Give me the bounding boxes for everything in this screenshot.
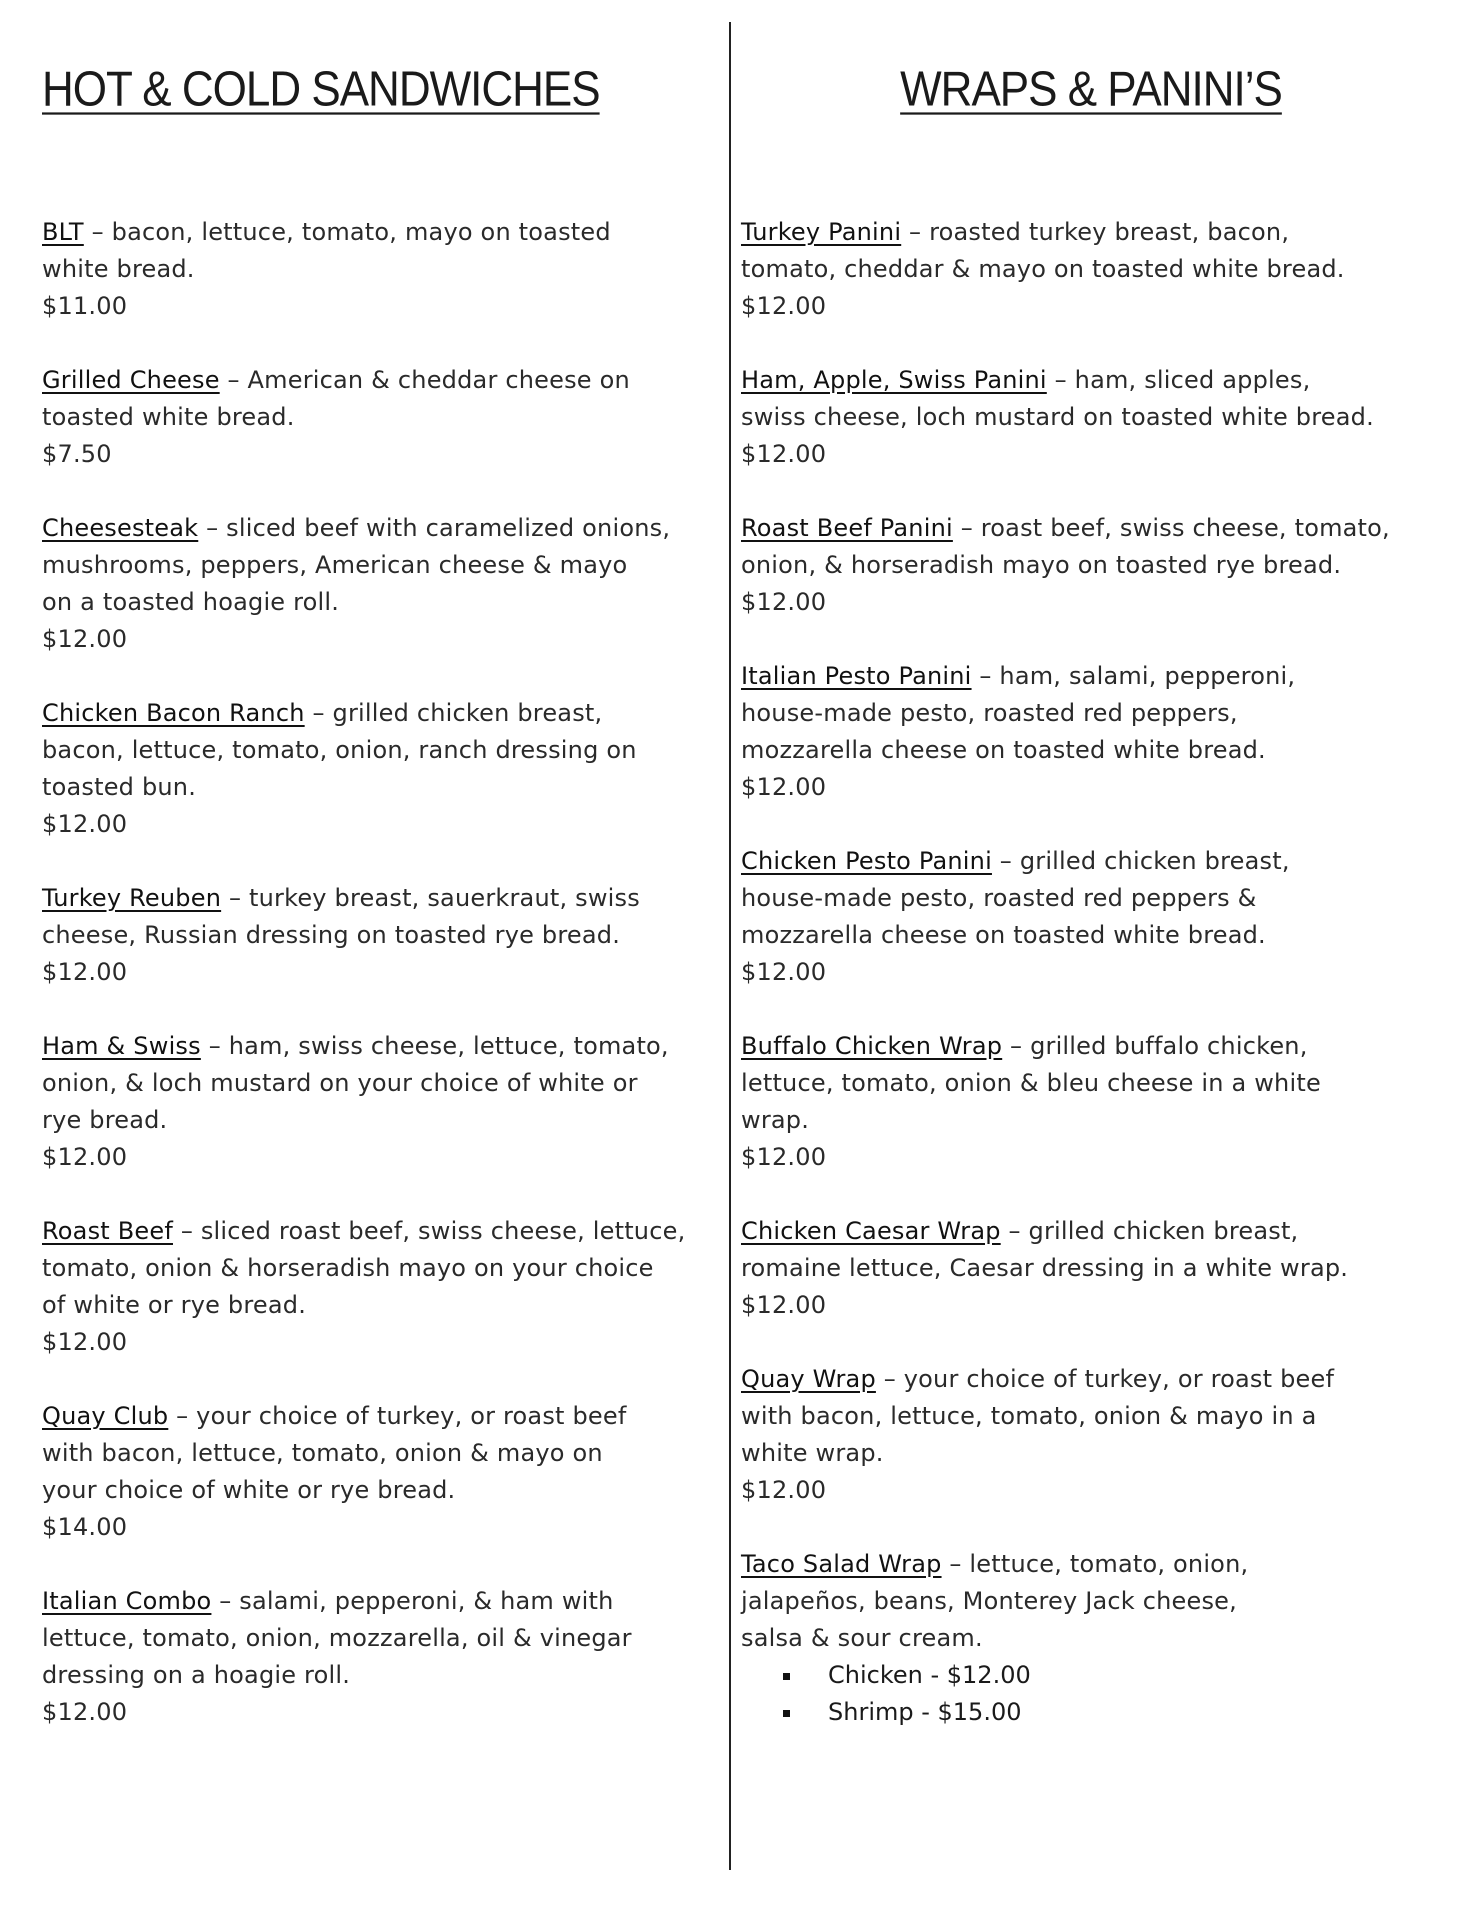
description-line [741, 695, 1441, 732]
description-line [42, 362, 722, 399]
description-line [42, 1435, 722, 1472]
menu-item [741, 1028, 1441, 1176]
item-description: ham, swiss cheese, lettuce, tomato, [228, 1032, 669, 1060]
description-line [42, 510, 722, 547]
item-name: Buffalo Chicken Wrap [741, 1032, 1003, 1060]
item-description: mozzarella cheese on toasted white bread. [741, 736, 1266, 764]
item-description: toasted white bread. [42, 403, 295, 431]
item-name: Chicken Pesto Panini [741, 847, 992, 875]
dash-separator: – [1002, 1032, 1031, 1060]
description-line [741, 547, 1441, 584]
dash-separator: – [168, 1402, 197, 1430]
description-line [741, 658, 1441, 695]
item-description: bacon, lettuce, tomato, onion, ranch dressing on [42, 736, 637, 764]
menu-item [42, 214, 722, 325]
description-line [42, 732, 722, 769]
description-line [42, 1583, 722, 1620]
item-price: $12.00 [42, 810, 128, 838]
item-description: roasted turkey breast, bacon, [929, 218, 1290, 246]
description-line [42, 1287, 722, 1324]
description-line [42, 1213, 722, 1250]
item-name: Cheesesteak [42, 514, 199, 542]
item-description: toasted bun. [42, 773, 197, 801]
description-line [741, 1398, 1441, 1435]
wraps-panini-list [741, 214, 1441, 1731]
description-line [741, 732, 1441, 769]
dash-separator: – [172, 1217, 201, 1245]
item-description: wrap. [741, 1106, 810, 1134]
menu-item [741, 1361, 1441, 1509]
description-line [42, 1065, 722, 1102]
description-line [42, 1398, 722, 1435]
item-name: Taco Salad Wrap [741, 1550, 942, 1578]
column-divider [729, 22, 731, 1870]
item-price: $14.00 [42, 1513, 128, 1541]
description-line [741, 214, 1441, 251]
description-line [42, 1250, 722, 1287]
description-line [42, 251, 722, 288]
item-description: with bacon, lettuce, tomato, onion & mayo in a [741, 1402, 1317, 1430]
item-name: Turkey Reuben [42, 884, 222, 912]
item-description: your choice of turkey, or roast beef [903, 1365, 1335, 1393]
item-description: tomato, cheddar & mayo on toasted white bread. [741, 255, 1345, 283]
description-line [741, 1102, 1441, 1139]
item-name: Grilled Cheese [42, 366, 220, 394]
item-description: ham, sliced apples, [1074, 366, 1311, 394]
option-label: Shrimp - $15.00 [828, 1698, 1022, 1726]
item-description: grilled chicken breast, [1019, 847, 1290, 875]
description-line [741, 251, 1441, 288]
item-description: lettuce, tomato, onion, mozzarella, oil & vinegar [42, 1624, 632, 1652]
item-description: salami, pepperoni, & ham with [239, 1587, 614, 1615]
item-description: grilled chicken breast, [332, 699, 603, 727]
dash-separator: – [901, 218, 930, 246]
bullet-icon [783, 1673, 790, 1680]
dash-separator: – [198, 514, 227, 542]
item-price: $12.00 [741, 1476, 827, 1504]
item-name: Roast Beef [42, 1217, 173, 1245]
wraps-panini-column [741, 60, 1441, 1768]
description-line [42, 1102, 722, 1139]
description-line [42, 769, 722, 806]
sandwiches-list [42, 214, 722, 1731]
item-description: turkey breast, sauerkraut, swiss [248, 884, 640, 912]
dash-separator: – [952, 514, 981, 542]
description-line [741, 1250, 1441, 1287]
item-price: $12.00 [42, 958, 128, 986]
menu-item [42, 1213, 722, 1361]
description-line [42, 584, 722, 621]
description-line [42, 399, 722, 436]
description-line [42, 1620, 722, 1657]
dash-separator: – [211, 1587, 240, 1615]
item-description: sliced roast beef, swiss cheese, lettuce, [200, 1217, 686, 1245]
item-price: $12.00 [42, 625, 128, 653]
item-price: $12.00 [741, 440, 827, 468]
item-description: salsa & sour cream. [741, 1624, 983, 1652]
description-line [42, 1028, 722, 1065]
item-price: $12.00 [741, 1291, 827, 1319]
description-line [42, 547, 722, 584]
item-price: $12.00 [741, 292, 827, 320]
item-description: on a toasted hoagie roll. [42, 588, 340, 616]
item-price: $12.00 [42, 1143, 128, 1171]
description-line [42, 880, 722, 917]
item-price: $12.00 [741, 1143, 827, 1171]
item-name: BLT [42, 218, 84, 246]
item-description: romaine lettuce, Caesar dressing in a white wrap. [741, 1254, 1349, 1282]
menu-item [42, 1028, 722, 1176]
description-line [741, 510, 1441, 547]
menu-item [741, 214, 1441, 325]
item-description: sliced beef with caramelized onions, [226, 514, 671, 542]
item-name: Turkey Panini [741, 218, 902, 246]
item-price: $12.00 [42, 1328, 128, 1356]
price-options [741, 1657, 1441, 1731]
item-name: Ham & Swiss [42, 1032, 201, 1060]
dash-separator: – [304, 699, 333, 727]
dash-separator: – [200, 1032, 229, 1060]
item-description: onion, & loch mustard on your choice of white or [42, 1069, 638, 1097]
dash-separator: – [971, 662, 1000, 690]
description-line [42, 695, 722, 732]
item-description: grilled chicken breast, [1028, 1217, 1299, 1245]
menu-item [42, 362, 722, 473]
description-line [741, 1028, 1441, 1065]
item-description: cheese, Russian dressing on toasted rye bread. [42, 921, 621, 949]
price-option [783, 1657, 1441, 1694]
item-description: mozzarella cheese on toasted white bread. [741, 921, 1266, 949]
dash-separator: – [941, 1550, 970, 1578]
item-description: mushrooms, peppers, American cheese & mayo [42, 551, 628, 579]
menu-item [741, 510, 1441, 621]
section-heading-wraps-panini: WRAPS & PANINI’S [900, 62, 1282, 117]
description-line [741, 1583, 1441, 1620]
item-description: your choice of turkey, or roast beef [196, 1402, 627, 1430]
description-line [741, 1435, 1441, 1472]
item-price: $11.00 [42, 292, 128, 320]
description-line [42, 917, 722, 954]
description-line [741, 399, 1441, 436]
menu-item [42, 695, 722, 843]
item-price: $12.00 [42, 1698, 128, 1726]
item-name: Quay Club [42, 1402, 169, 1430]
item-description: your choice of white or rye bread. [42, 1476, 456, 1504]
item-description: bacon, lettuce, tomato, mayo on toasted [111, 218, 611, 246]
item-description: grilled buffalo chicken, [1030, 1032, 1308, 1060]
item-name: Quay Wrap [741, 1365, 876, 1393]
item-description: of white or rye bread. [42, 1291, 307, 1319]
description-line [741, 1361, 1441, 1398]
item-description: with bacon, lettuce, tomato, onion & mayo on [42, 1439, 603, 1467]
description-line [42, 1657, 722, 1694]
dash-separator: – [83, 218, 112, 246]
menu-item [741, 362, 1441, 473]
item-price: $12.00 [741, 958, 827, 986]
menu-item [42, 1398, 722, 1546]
item-description: house-made pesto, roasted red peppers & [741, 884, 1257, 912]
item-description: roast beef, swiss cheese, tomato, [980, 514, 1390, 542]
dash-separator: – [875, 1365, 904, 1393]
description-line [741, 1065, 1441, 1102]
description-line [741, 362, 1441, 399]
item-description: dressing on a hoagie roll. [42, 1661, 351, 1689]
dash-separator: – [1000, 1217, 1029, 1245]
description-line [741, 917, 1441, 954]
menu-item [42, 880, 722, 991]
section-heading-sandwiches: HOT & COLD SANDWICHES [42, 62, 600, 117]
sandwiches-column [42, 60, 722, 1768]
item-description: house-made pesto, roasted red peppers, [741, 699, 1238, 727]
menu-item [741, 658, 1441, 806]
dash-separator: – [219, 366, 248, 394]
item-description: lettuce, tomato, onion & bleu cheese in a white [741, 1069, 1321, 1097]
item-description: ham, salami, pepperoni, [999, 662, 1296, 690]
item-description: jalapeños, beans, Monterey Jack cheese, [741, 1587, 1237, 1615]
item-price: $7.50 [42, 440, 112, 468]
menu-item [741, 1213, 1441, 1324]
item-description: white bread. [42, 255, 195, 283]
menu-item [42, 510, 722, 658]
item-name: Italian Pesto Panini [741, 662, 972, 690]
item-description: American & cheddar cheese on [247, 366, 630, 394]
item-name: Italian Combo [42, 1587, 212, 1615]
menu-item [741, 1546, 1441, 1731]
item-description: swiss cheese, loch mustard on toasted white bread. [741, 403, 1374, 431]
item-description: onion, & horseradish mayo on toasted rye bread. [741, 551, 1342, 579]
item-price: $12.00 [741, 773, 827, 801]
description-line [741, 1546, 1441, 1583]
option-label: Chicken - $12.00 [828, 1661, 1031, 1689]
item-description: rye bread. [42, 1106, 168, 1134]
item-name: Chicken Bacon Ranch [42, 699, 305, 727]
item-price: $12.00 [741, 588, 827, 616]
price-option [783, 1694, 1441, 1731]
item-description: white wrap. [741, 1439, 884, 1467]
description-line [741, 1213, 1441, 1250]
description-line [741, 843, 1441, 880]
description-line [741, 1620, 1441, 1657]
item-name: Chicken Caesar Wrap [741, 1217, 1001, 1245]
dash-separator: – [1046, 366, 1075, 394]
menu-item [42, 1583, 722, 1731]
dash-separator: – [221, 884, 249, 912]
item-name: Roast Beef Panini [741, 514, 953, 542]
item-name: Ham, Apple, Swiss Panini [741, 366, 1047, 394]
description-line [42, 214, 722, 251]
menu-item [741, 843, 1441, 991]
dash-separator: – [991, 847, 1020, 875]
item-description: tomato, onion & horseradish mayo on your choice [42, 1254, 654, 1282]
description-line [42, 1472, 722, 1509]
item-description: lettuce, tomato, onion, [969, 1550, 1249, 1578]
bullet-icon [783, 1710, 790, 1717]
description-line [741, 880, 1441, 917]
